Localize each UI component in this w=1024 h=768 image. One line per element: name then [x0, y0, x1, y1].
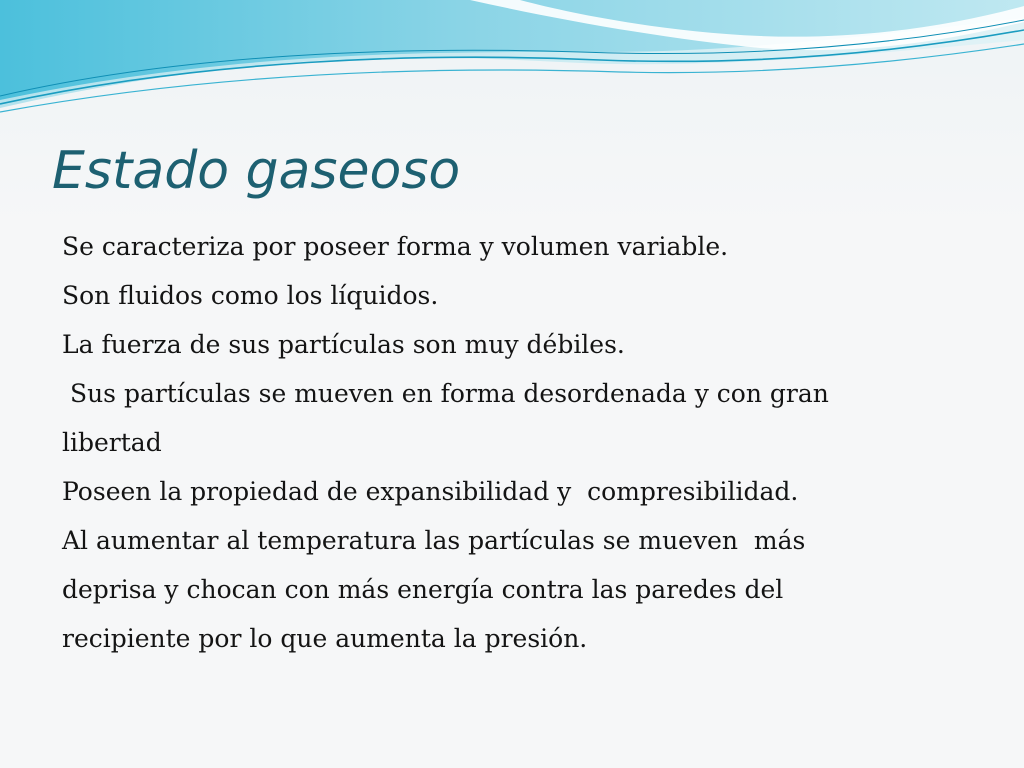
body-line: Sus partículas se mueven en forma desordenada y con gran [62, 379, 829, 408]
body-line: Al aumentar al temperatura las partículas se mueven más [62, 526, 806, 555]
body-line: La fuerza de sus partículas son muy débiles. [62, 330, 625, 359]
body-line: libertad [62, 428, 162, 457]
body-line: deprisa y chocan con más energía contra las paredes del [62, 575, 784, 604]
wave-decoration [0, 0, 1024, 130]
body-text [62, 222, 962, 663]
body-line: recipiente por lo que aumenta la presión. [62, 624, 588, 653]
body-line: Se caracteriza por poseer forma y volumen variable. [62, 232, 729, 261]
slide-title: Estado gaseoso [52, 141, 461, 201]
body-line: Poseen la propiedad de expansibilidad y compresibilidad. [62, 477, 799, 506]
body-line: Son fluidos como los líquidos. [62, 281, 439, 310]
